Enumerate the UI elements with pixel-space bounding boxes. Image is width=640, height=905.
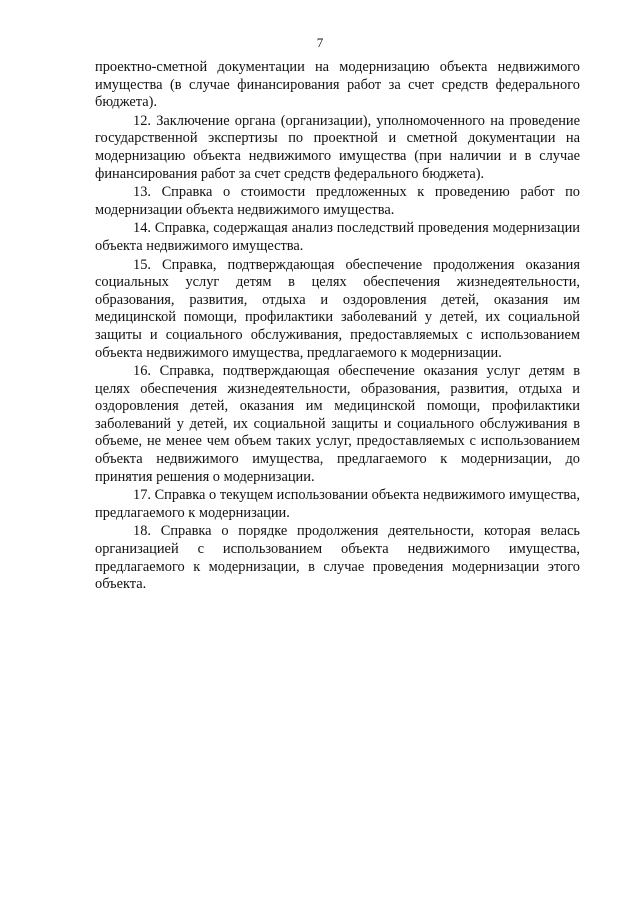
document-body bbox=[95, 59, 580, 594]
paragraph-continuation: проектно-сметной документации на модернизацию объекта недвижимого имущества (в случае финансирования работ за счет средств федерального бюджета). bbox=[95, 59, 580, 111]
paragraph-item-13: 13. Справка о стоимости предложенных к проведению работ по модернизации объекта недвижимого имущества. bbox=[95, 184, 580, 218]
paragraph-item-18: 18. Справка о порядке продолжения деятельности, которая велась организацией с использованием объекта недвижимого имущества, предлагаемого к модернизации, в случае проведения модернизации этого объекта. bbox=[95, 523, 580, 593]
paragraph-item-16: 16. Справка, подтверждающая обеспечение оказания услуг детям в целях обеспечения жизнедеятельности, образования, развития, отдыха и оздоровления детей, оказания им медицинской помощи, профилактики заболеваний у детей, их социальной защиты и социального обслуживания в объеме, не менее чем объем таких услуг, предоставляемых с использованием объекта недвижимого имущества, предлагаемого к модернизации, до принятия решения о модернизации. bbox=[95, 363, 580, 485]
paragraph-item-17: 17. Справка о текущем использовании объекта недвижимого имущества, предлагаемого к модернизации. bbox=[95, 487, 581, 521]
paragraph-item-12: 12. Заключение органа (организации), уполномоченного на проведение государственной экспертизы по проектной и сметной документации на модернизацию объекта недвижимого имущества (при наличии и в случае финансирования работ за счет средств федерального бюджета). bbox=[95, 112, 580, 182]
paragraph-item-15: 15. Справка, подтверждающая обеспечение продолжения оказания социальных услуг детям в целях обеспечения жизнедеятельности, образования, развития, отдыха и оздоровления детей, оказания им медицинской помощи, профилактики заболеваний у детей, их социальной защиты и социального обслуживания, предоставляемых с использованием объекта недвижимого имущества, предлагаемого к модернизации. bbox=[95, 256, 580, 361]
page-number: 7 bbox=[316, 35, 324, 50]
paragraph-item-14: 14. Справка, содержащая анализ последствий проведения модернизации объекта недвижимого имущества. bbox=[95, 220, 580, 254]
